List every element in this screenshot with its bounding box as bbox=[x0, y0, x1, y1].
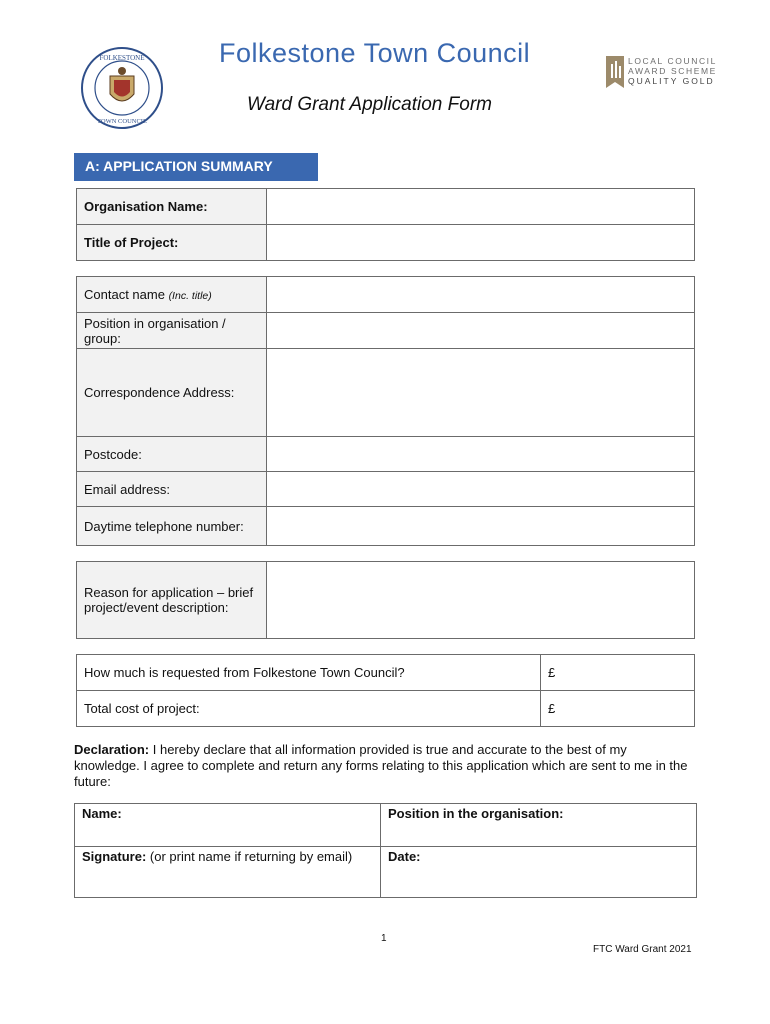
reason-label: Reason for application – brief project/event description: bbox=[77, 562, 267, 639]
contact-table bbox=[76, 276, 695, 546]
address-label: Correspondence Address: bbox=[77, 349, 267, 437]
project-title-field[interactable] bbox=[267, 225, 695, 261]
award-line1: LOCAL COUNCIL bbox=[628, 56, 717, 66]
signature-cell[interactable] bbox=[75, 847, 381, 898]
contact-name-label bbox=[77, 277, 267, 313]
name-cell[interactable] bbox=[75, 804, 381, 847]
signature-table bbox=[74, 803, 697, 898]
council-name: Folkestone Town Council bbox=[219, 38, 531, 68]
declaration-body: I hereby declare that all information provided is true and accurate to the best of my knowledge. I agree to complete and return any forms relating to this application which are sent to me in the future: bbox=[74, 742, 688, 789]
contact-name-field[interactable] bbox=[267, 277, 695, 313]
org-position-cell[interactable] bbox=[381, 804, 697, 847]
signature-label: Signature: bbox=[82, 849, 147, 864]
date-cell[interactable] bbox=[381, 847, 697, 898]
council-seal-logo bbox=[80, 46, 164, 130]
organisation-name-field[interactable] bbox=[267, 189, 695, 225]
email-label: Email address: bbox=[77, 472, 267, 507]
document-reference: FTC Ward Grant 2021 bbox=[593, 944, 692, 955]
total-cost-label: Total cost of project: bbox=[77, 691, 541, 727]
funding-table bbox=[76, 654, 695, 727]
project-title-label: Title of Project: bbox=[77, 225, 267, 261]
signature-note: (or print name if returning by email) bbox=[146, 849, 353, 864]
address-field[interactable] bbox=[267, 349, 695, 437]
reason-table bbox=[76, 561, 695, 639]
section-a-heading: A: APPLICATION SUMMARY bbox=[74, 153, 318, 181]
position-label: Position in organisation / group: bbox=[77, 313, 267, 349]
organisation-name-label: Organisation Name: bbox=[77, 189, 267, 225]
date-label: Date: bbox=[388, 849, 421, 864]
postcode-label: Postcode: bbox=[77, 437, 267, 472]
contact-name-label-text: Contact name bbox=[84, 287, 165, 302]
phone-label: Daytime telephone number: bbox=[77, 507, 267, 546]
contact-name-note: (Inc. title) bbox=[168, 290, 212, 302]
phone-field[interactable] bbox=[267, 507, 695, 546]
email-field[interactable] bbox=[267, 472, 695, 507]
award-line3: QUALITY GOLD bbox=[628, 76, 715, 86]
form-title: Ward Grant Application Form bbox=[247, 94, 492, 115]
total-cost-field[interactable]: £ bbox=[541, 691, 695, 727]
declaration-lead: Declaration: bbox=[74, 742, 150, 757]
seal-bottom-text: TOWN COUNCIL bbox=[97, 118, 147, 125]
org-position-label: Position in the organisation: bbox=[388, 806, 564, 821]
name-label: Name: bbox=[82, 806, 122, 821]
declaration-text bbox=[74, 742, 694, 790]
requested-amount-field[interactable]: £ bbox=[541, 655, 695, 691]
reason-field[interactable] bbox=[267, 562, 695, 639]
page-number: 1 bbox=[381, 933, 387, 944]
organisation-table bbox=[76, 188, 695, 261]
requested-amount-label: How much is requested from Folkestone Town Council? bbox=[77, 655, 541, 691]
position-field[interactable] bbox=[267, 313, 695, 349]
award-badge-icon bbox=[604, 54, 626, 94]
seal-top-text: FOLKESTONE bbox=[99, 54, 145, 62]
quality-gold-award-logo bbox=[604, 54, 734, 94]
postcode-field[interactable] bbox=[267, 437, 695, 472]
award-line2: AWARD SCHEME bbox=[628, 66, 717, 76]
